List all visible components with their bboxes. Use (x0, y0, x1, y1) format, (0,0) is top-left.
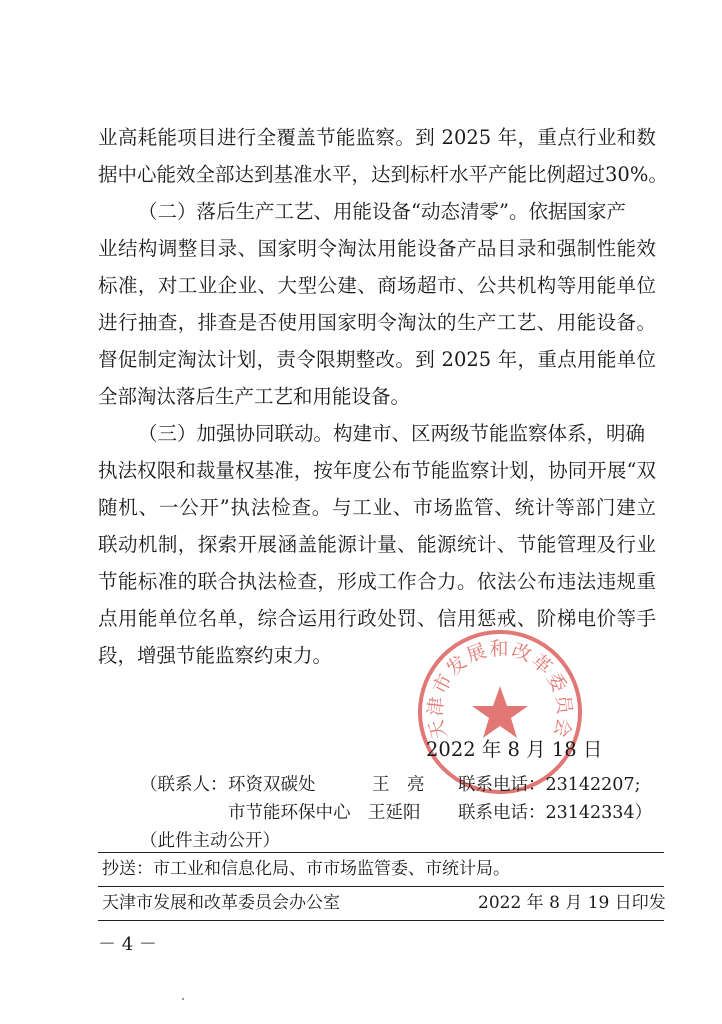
body-line-14: 点用能单位名单，综合运用行政处罚、信用惩戒、阶梯电价等手 (98, 607, 656, 630)
contact-name-2: 王延阳 (368, 803, 421, 823)
body-line-10: 执法权限和裁量权基准，按年度公布节能监察计划，协同开展“双 (98, 459, 656, 482)
contact-dept-2: 市节能环保中心 (228, 803, 351, 823)
page-number: － 4 － (98, 934, 157, 955)
body-line-1: 业高耗能项目进行全覆盖节能监察。到 2025 年，重点行业和数 (98, 126, 656, 149)
body-line-7: 督促制定淘汰计划，责令限期整改。到 2025 年，重点用能单位 (98, 348, 656, 371)
footer-rule-middle (98, 886, 664, 887)
footer-rule-bottom (98, 920, 664, 921)
contact-phone-1: 联系电话：23142207; (458, 775, 641, 795)
body-line-8: 全部淘汰落后生产工艺和用能设备。 (98, 385, 411, 408)
body-line-2: 据中心能效全部达到基准水平，达到标杆水平产能比例超过30%。 (98, 163, 668, 186)
print-date: 2022 年 8 月 19 日印发 (478, 893, 666, 913)
footer-rule-top (98, 852, 664, 853)
section-2-heading: （二）落后生产工艺、用能设备“动态清零”。依据国家产 (138, 200, 626, 223)
scan-speck (182, 998, 184, 1000)
body-line-5: 标准，对工业企业、大型公建、商场超市、公共机构等用能单位 (98, 274, 656, 297)
contact-label: （联系人： (140, 775, 228, 795)
body-line-11: 随机、一公开”执法检查。与工业、市场监管、统计等部门建立 (98, 496, 656, 519)
seal-text: 天津市发展和改革委员会 (424, 637, 576, 742)
body-line-12: 联动机制，探索开展涵盖能源计量、能源统计、节能管理及行业 (98, 533, 656, 556)
seal-star-icon (472, 686, 528, 738)
contact-name-1: 王 亮 (372, 775, 425, 795)
issuing-office: 天津市发展和改革委员会办公室 (102, 893, 340, 913)
disclosure-note: （此件主动公开） (140, 831, 280, 851)
contact-dept-1: 环资双碳处 (228, 775, 316, 795)
document-date: 2022 年 8 月 18 日 (426, 738, 603, 761)
body-line-15: 段，增强节能监察约束力。 (98, 644, 333, 667)
body-line-6: 进行抽查，排查是否使用国家明令淘汰的生产工艺、用能设备。 (98, 311, 656, 334)
cc-list: 抄送：市工业和信息化局、市市场监管委、市统计局。 (102, 859, 510, 879)
section-3-heading: （三）加强协同联动。构建市、区两级节能监察体系，明确 (138, 422, 646, 445)
body-line-13: 节能标准的联合执法检查，形成工作合力。依法公布违法违规重 (98, 570, 656, 593)
official-seal-stamp (416, 628, 584, 796)
contact-phone-2: 联系电话：23142334） (458, 803, 653, 823)
body-line-4: 业结构调整目录、国家明令淘汰用能设备产品目录和强制性能效 (98, 237, 656, 260)
